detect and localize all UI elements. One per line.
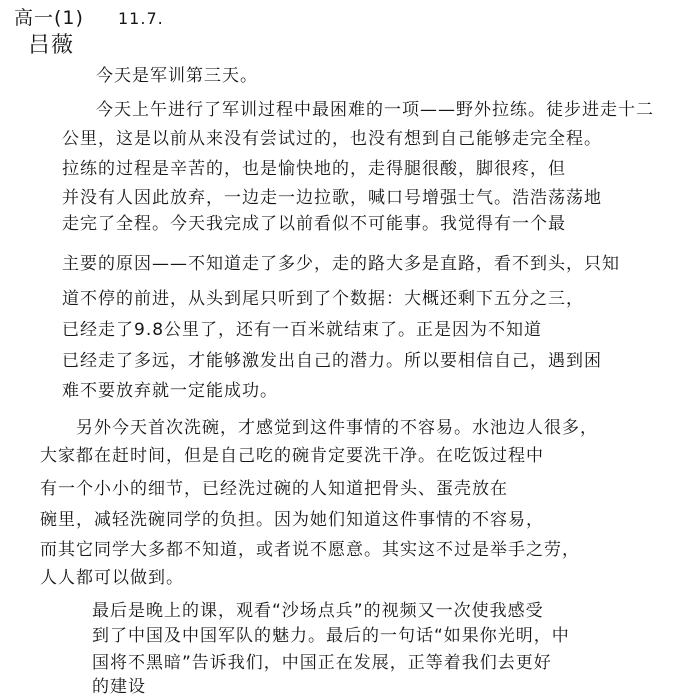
author-name: 吕薇	[28, 33, 75, 58]
paragraph2-line: 有一个小小的细节，已经洗过碗的人知道把骨头、蛋壳放在	[40, 479, 508, 499]
paragraph3-line: 到了中国及中国军队的魅力。最后的一句话“如果你光明，中	[92, 626, 570, 646]
paragraph2-line: 另外今天首次洗碗，才感觉到这件事情的不容易。水池边人很多，	[76, 418, 598, 438]
class-label: 高一(1)	[14, 7, 84, 29]
paragraph1-line: 今天上午进行了军训过程中最困难的一项——野外拉练。徒步进走十二	[96, 100, 654, 120]
paragraph3-line: 国将不黑暗”告诉我们，中国正在发展，正等着我们去更好	[92, 653, 552, 673]
paragraph2-line: 大家都在赶时间，但是自己吃的碗肯定要洗干净。在吃饭过程中	[40, 446, 544, 466]
paragraph1-line: 已经走了9.8公里了，还有一百米就结束了。正是因为不知道	[62, 320, 543, 340]
paragraph1-line: 难不要放弃就一定能成功。	[62, 381, 278, 401]
paragraph2-line: 碗里，减轻洗碗同学的负担。因为她们知道这件事情的不容易，	[40, 510, 544, 530]
paragraph1-line: 公里，这是以前从来没有尝试过的，也没有想到自己能够走完全程。	[62, 129, 602, 149]
paragraph1-line: 并没有人因此放弃，一边走一边拉歌，喊口号增强士气。浩浩荡荡地	[62, 188, 602, 208]
paragraph1-line: 拉练的过程是辛苦的，也是愉快地的，走得腿很酸，脚很疼，但	[62, 159, 566, 179]
paragraph1-line: 道不停的前进，从头到尾只听到了个数据：大概还剩下五分之三，	[62, 289, 584, 309]
paragraph1-line: 主要的原因——不知道走了多少，走的路大多是直路，看不到头，只知	[62, 254, 620, 274]
paragraph3-line: 最后是晚上的课，观看“沙场点兵”的视频又一次使我感受	[92, 601, 544, 621]
paragraph1-line: 已经走了多远，才能够激发出自己的潜力。所以要相信自己，遇到困	[62, 351, 602, 371]
diary-title: 今天是军训第三天。	[96, 66, 258, 86]
date-label: 11.7.	[118, 9, 164, 28]
paragraph2-line: 而其它同学大多都不知道，或者说不愿意。其实这不过是举手之劳，	[40, 540, 580, 560]
paragraph2-line: 人人都可以做到。	[40, 568, 184, 588]
paragraph1-line: 走完了全程。今天我完成了以前看似不可能事。我觉得有一个最	[62, 214, 566, 234]
paragraph3-line: 的建设	[92, 677, 146, 697]
